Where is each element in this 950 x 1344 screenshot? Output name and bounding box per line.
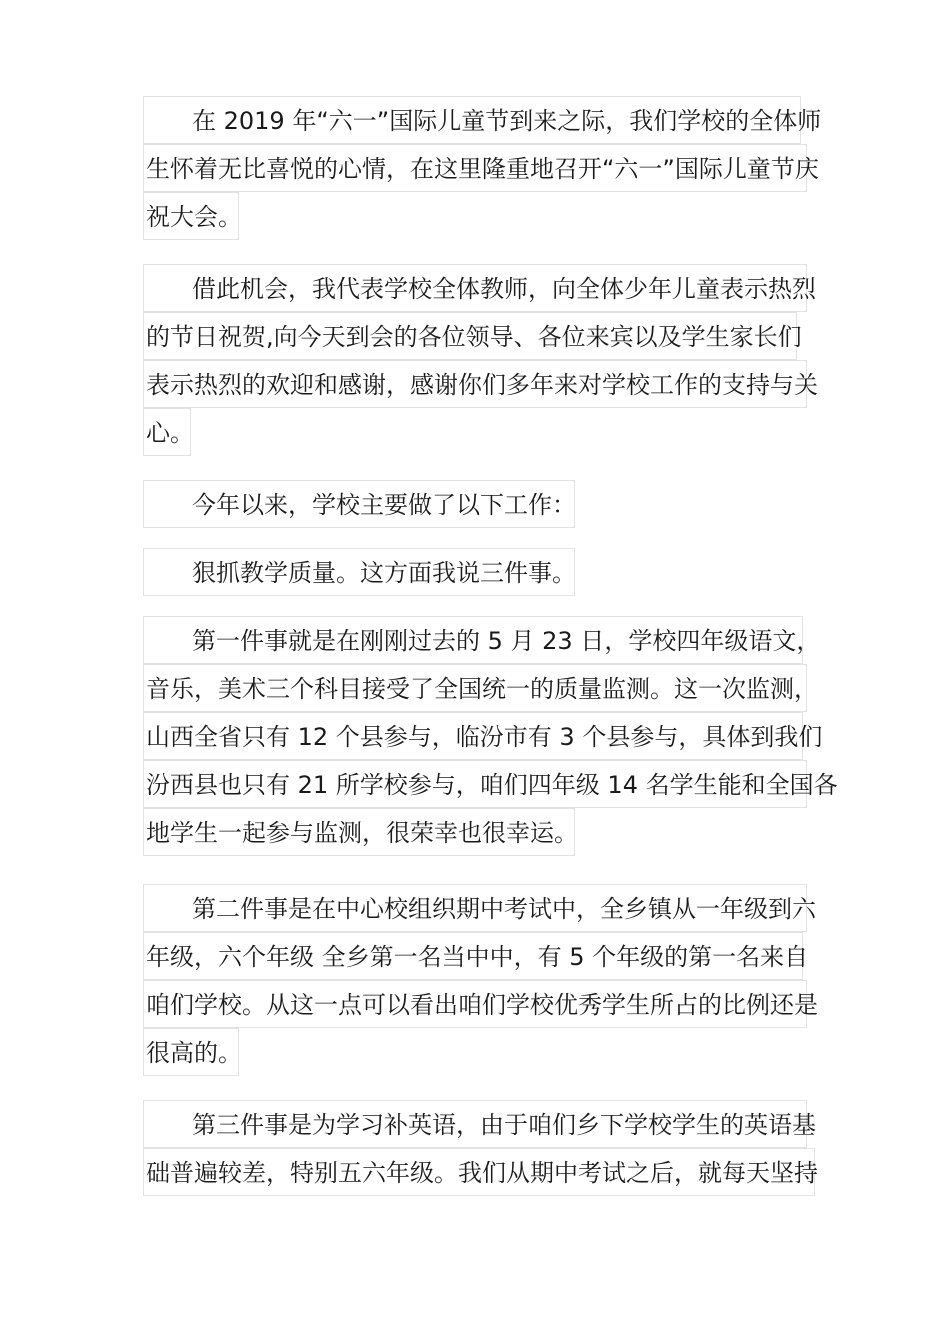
paragraph-5-line-5: 地学生一起参与监测，很荣幸也很幸运。	[143, 808, 575, 856]
paragraph-2-line-2: 的节日祝贺,向今天到会的各位领导、各位来宾以及学生家长们	[143, 312, 797, 360]
paragraph-5-line-2: 音乐，美术三个科目接受了全国统一的质量监测。这一次监测，	[143, 664, 807, 712]
paragraph-4-line-1: 狠抓教学质量。这方面我说三件事。	[143, 548, 575, 596]
paragraph-1-line-1: 在 2019 年“六一”国际儿童节到来之际，我们学校的全体师	[143, 96, 801, 144]
paragraph-2-line-4: 心。	[143, 408, 191, 456]
paragraph-5-line-1: 第一件事就是在刚刚过去的 5 月 23 日，学校四年级语文，	[143, 616, 803, 664]
paragraph-7-line-2: 础普遍较差，特别五六年级。我们从期中考试之后，就每天坚持	[143, 1148, 815, 1196]
paragraph-5-line-4: 汾西县也只有 21 所学校参与，咱们四年级 14 名学生能和全国各	[143, 760, 807, 808]
paragraph-1-line-3: 祝大会。	[143, 192, 239, 240]
paragraph-1-line-2: 生怀着无比喜悦的心情，在这里隆重地召开“六一”国际儿童节庆	[143, 144, 807, 192]
paragraph-3-line-1: 今年以来，学校主要做了以下工作：	[143, 480, 575, 528]
paragraph-7-line-1: 第三件事是为学习补英语，由于咱们乡下学校学生的英语基	[143, 1100, 807, 1148]
paragraph-5-line-3: 山西全省只有 12 个县参与，临汾市有 3 个县参与，具体到我们	[143, 712, 803, 760]
paragraph-6-line-2: 年级，六个年级 全乡第一名当中中，有 5 个年级的第一名来自	[143, 932, 803, 980]
paragraph-6-line-1: 第二件事是在中心校组织期中考试中，全乡镇从一年级到六	[143, 884, 807, 932]
paragraph-6-line-4: 很高的。	[143, 1028, 239, 1076]
paragraph-2-line-3: 表示热烈的欢迎和感谢，感谢你们多年来对学校工作的支持与关	[143, 360, 807, 408]
paragraph-2-line-1: 借此机会，我代表学校全体教师，向全体少年儿童表示热烈	[143, 264, 807, 312]
paragraph-6-line-3: 咱们学校。从这一点可以看出咱们学校优秀学生所占的比例还是	[143, 980, 807, 1028]
